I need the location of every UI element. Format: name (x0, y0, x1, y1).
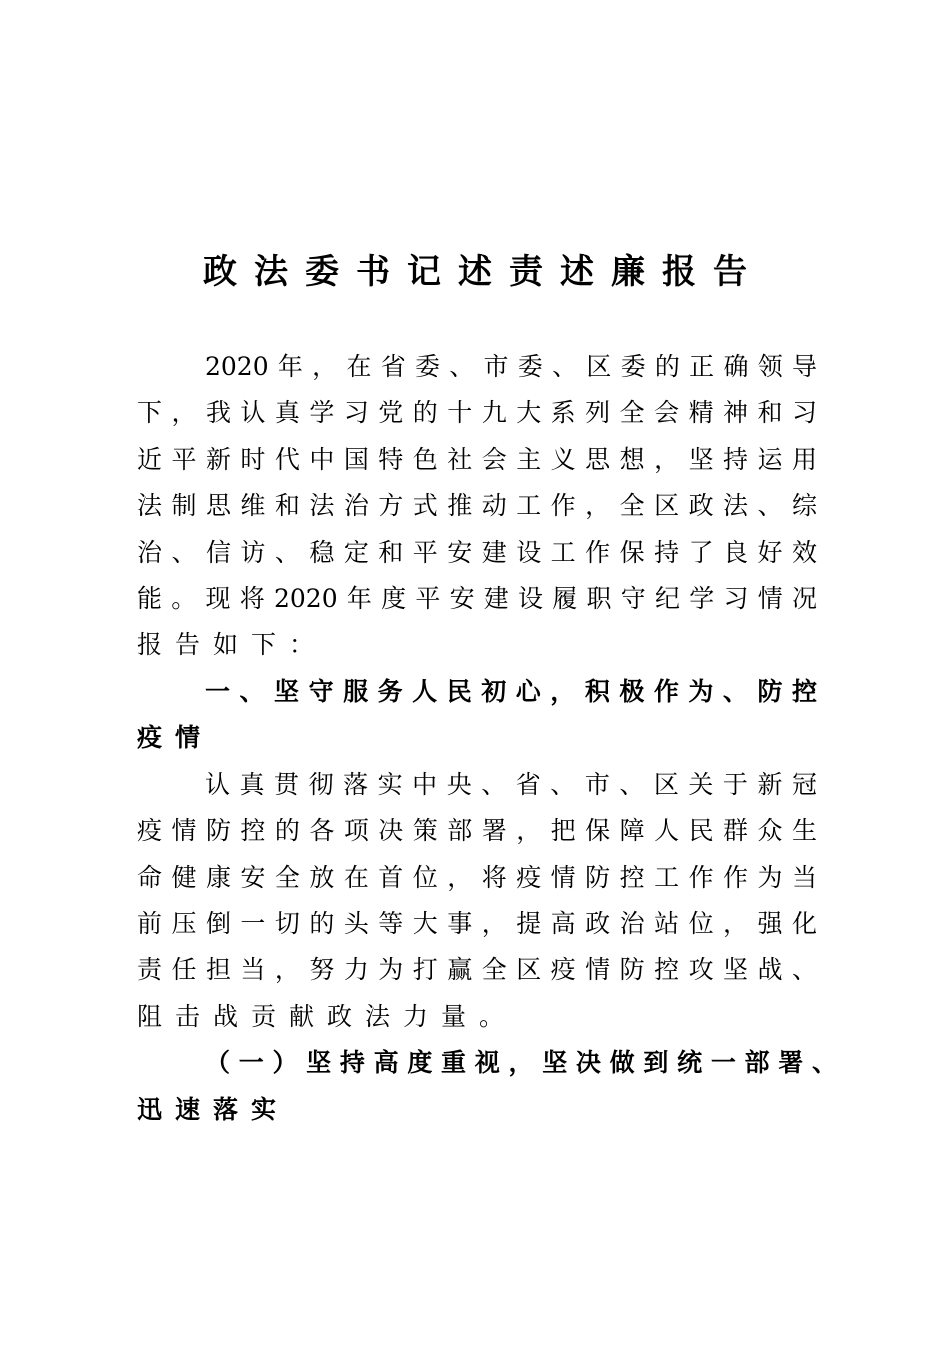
paragraph-1-line-5: 治、信访、稳定和平安建设工作保持了良好效 (137, 538, 817, 567)
paragraph-1-line-4: 法制思维和法治方式推动工作，全区政法、综 (137, 491, 817, 520)
paragraph-2-line-4: 前压倒一切的头等大事，提高政治站位，强化 (137, 909, 817, 938)
paragraph-1-line-6: 能。现将2020年度平安建设履职守纪学习情况 (137, 584, 817, 613)
paragraph-2-line-1: 认真贯彻落实中央、省、市、区关于新冠 (205, 770, 817, 799)
subheading-1-line-1: （一）坚持高度重视，坚决做到统一部署、 (205, 1048, 837, 1077)
paragraph-2-line-2: 疫情防控的各项决策部署，把保障人民群众生 (137, 816, 817, 845)
paragraph-1-line-7: 报告如下： (137, 630, 328, 659)
paragraph-1-line-2: 下，我认真学习党的十九大系列全会精神和习 (137, 398, 817, 427)
heading-1-line-2: 疫情 (137, 723, 214, 752)
paragraph-2-line-5: 责任担当，努力为打赢全区疫情防控攻坚战、 (137, 955, 817, 984)
paragraph-1-line-3: 近平新时代中国特色社会主义思想，坚持运用 (137, 445, 817, 474)
paragraph-2-line-6: 阻击战贡献政法力量。 (137, 1002, 518, 1031)
heading-1-line-1: 一、坚守服务人民初心，积极作为、防控 (205, 677, 817, 706)
document-title: 政法委书记述责述廉报告 (203, 252, 764, 292)
paragraph-1-line-1: 2020年，在省委、市委、区委的正确领导 (205, 352, 817, 381)
paragraph-2-line-3: 命健康安全放在首位，将疫情防控工作作为当 (137, 863, 817, 892)
subheading-1-line-2: 迅速落实 (137, 1095, 290, 1124)
